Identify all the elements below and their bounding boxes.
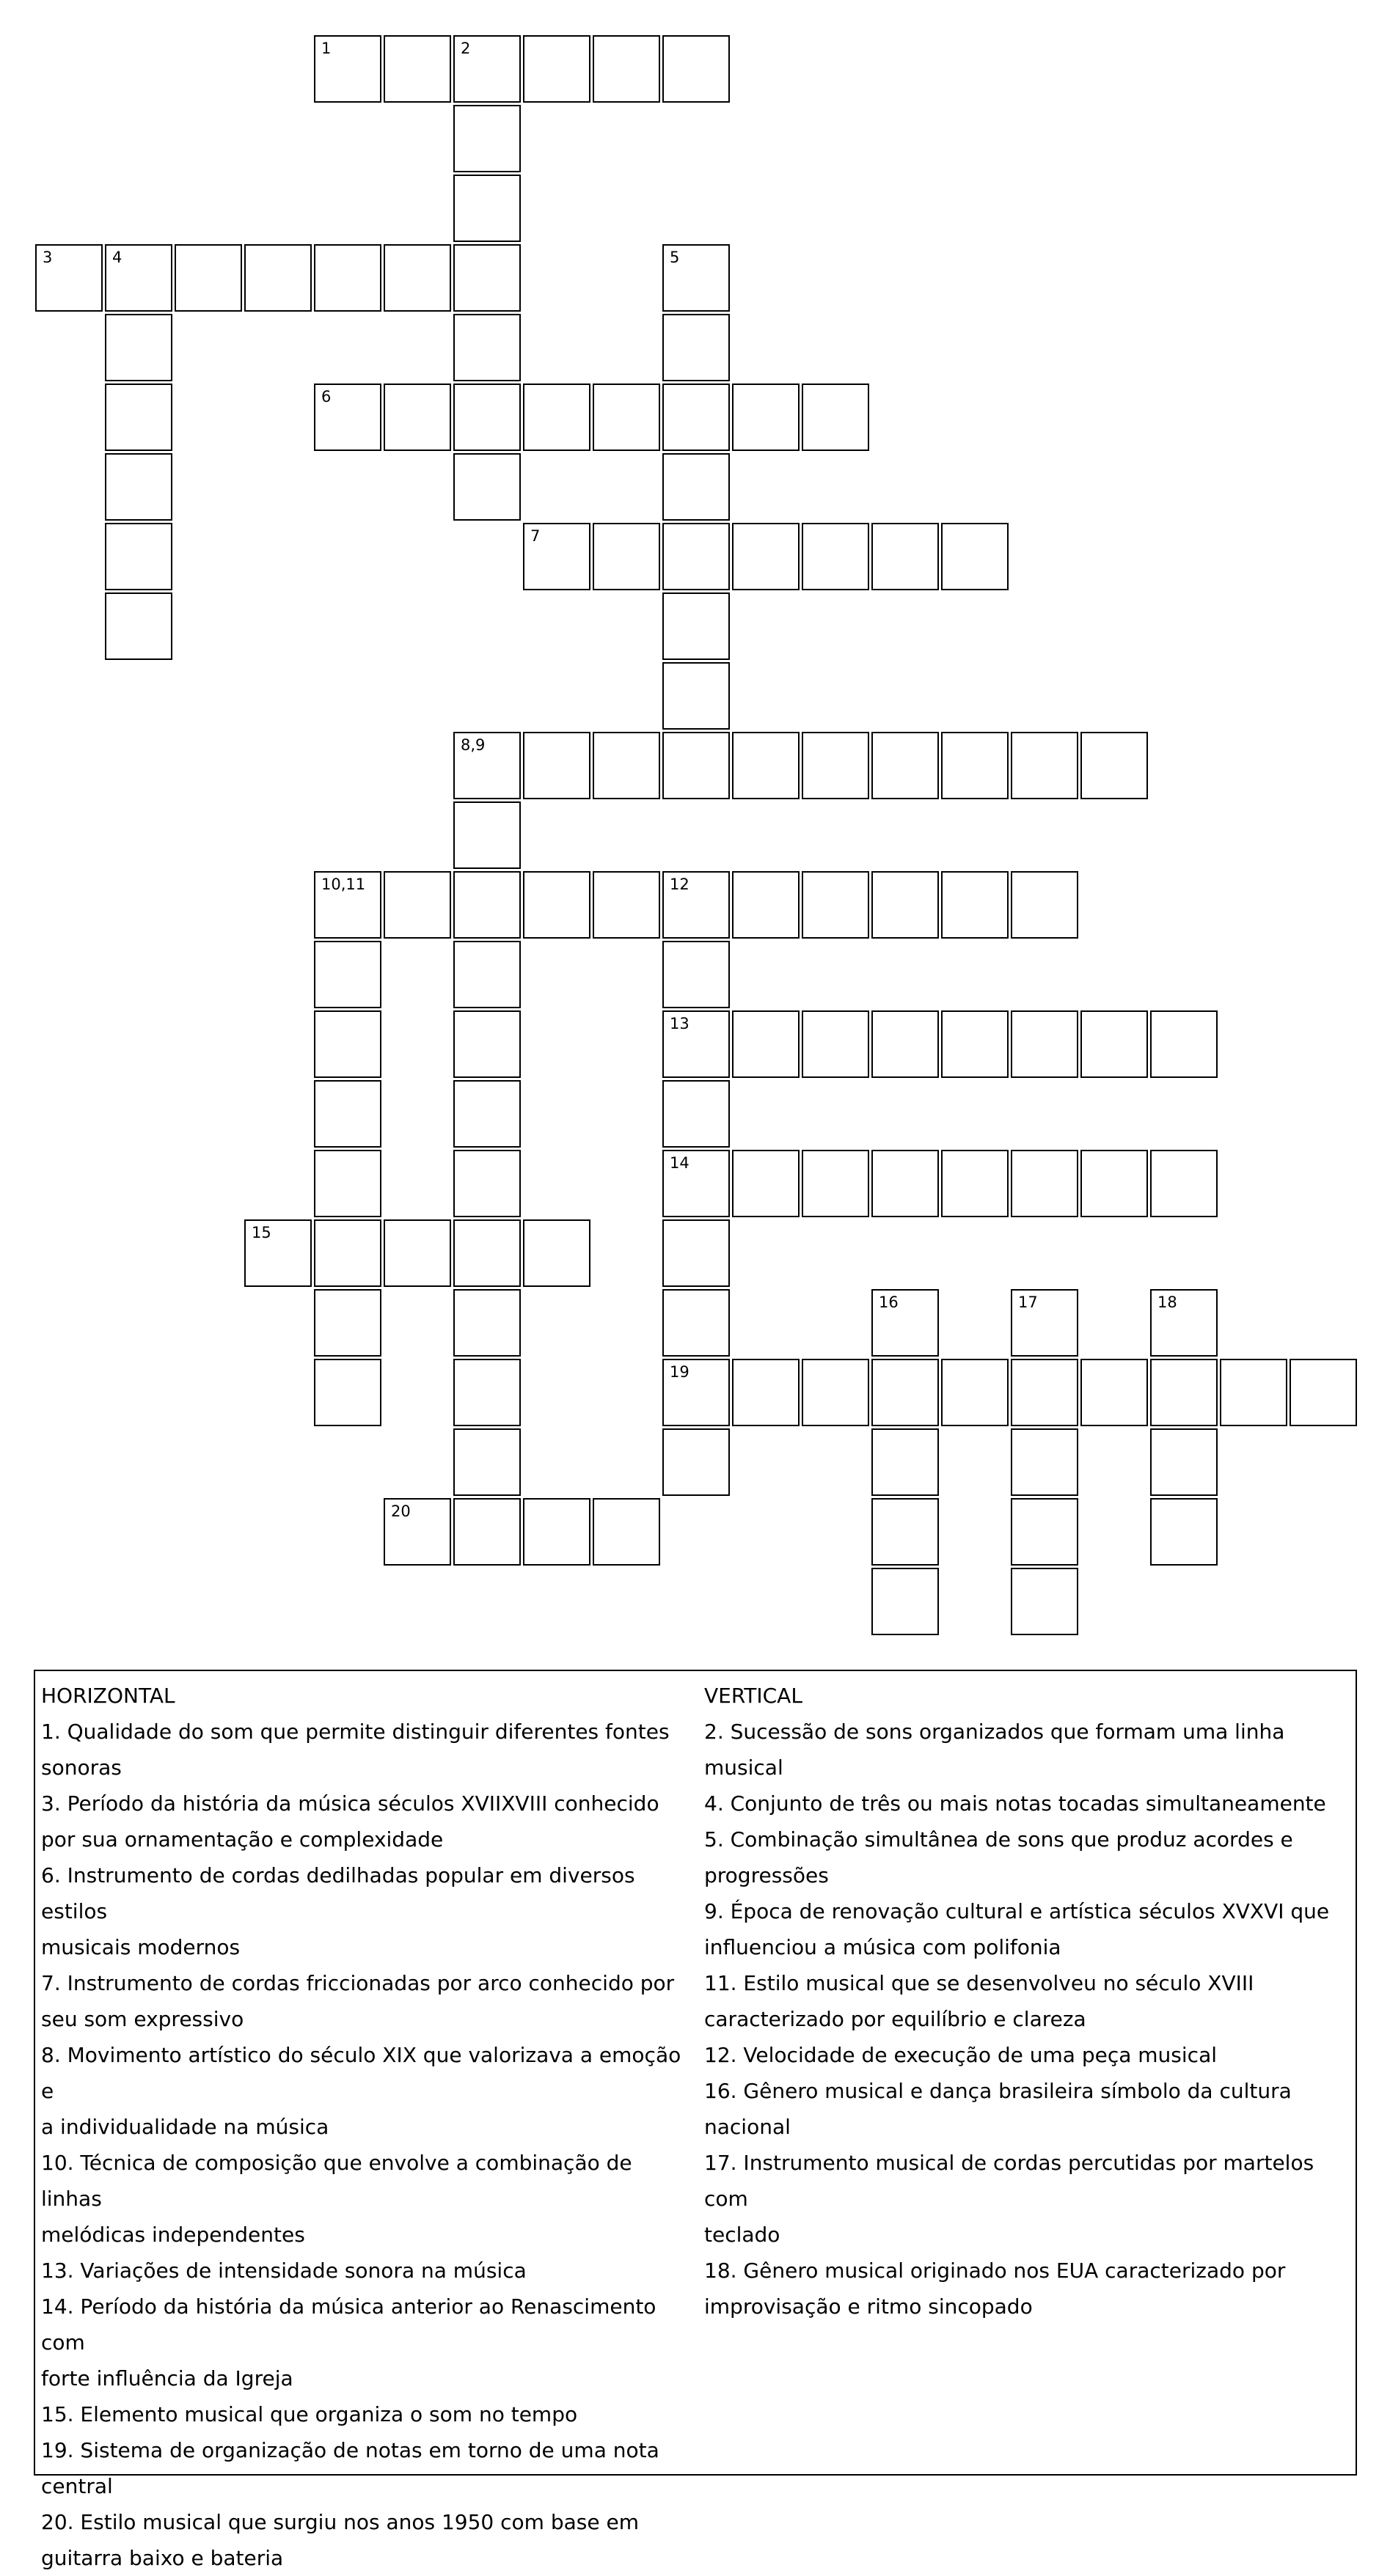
- grid-cell[interactable]: [593, 35, 660, 103]
- grid-cell[interactable]: [732, 384, 800, 451]
- clue-number: 12: [670, 876, 690, 893]
- grid-cell[interactable]: [453, 941, 521, 1008]
- clue-line: 9. Época de renovação cultural e artística séculos XVXVI que: [704, 1899, 1330, 1923]
- grid-cell[interactable]: [662, 35, 730, 103]
- grid-cell[interactable]: [871, 1428, 939, 1496]
- grid-cell[interactable]: [802, 1359, 869, 1426]
- grid-cell[interactable]: [1011, 1359, 1078, 1426]
- grid-cell[interactable]: [1150, 1289, 1218, 1357]
- grid-cell[interactable]: [662, 1080, 730, 1148]
- grid-cell[interactable]: [244, 244, 312, 312]
- clue-line: 8. Movimento artístico do século XIX que valorizava a emoção e: [41, 2043, 681, 2103]
- clue-line: 12. Velocidade de execução de uma peça musical: [704, 2043, 1218, 2067]
- grid-cell[interactable]: [662, 244, 730, 312]
- grid-cell[interactable]: [662, 871, 730, 939]
- grid-cell[interactable]: [314, 244, 381, 312]
- clue-line: caracterizado por equilíbrio e clareza: [704, 2007, 1086, 2031]
- grid-cell[interactable]: [662, 1359, 730, 1426]
- grid-cell[interactable]: [802, 1010, 869, 1078]
- horizontal-clues: [41, 1678, 687, 2576]
- grid-cell[interactable]: [662, 1289, 730, 1357]
- clue-line: nacional: [704, 2115, 791, 2139]
- grid-cell[interactable]: [1150, 1498, 1218, 1566]
- grid-cell[interactable]: [1290, 1359, 1357, 1426]
- clue-number: 19: [670, 1363, 690, 1381]
- grid-cell[interactable]: [453, 105, 521, 172]
- grid-cell[interactable]: [662, 453, 730, 521]
- clue-number: 10,11: [321, 876, 366, 893]
- grid-cell[interactable]: [941, 1359, 1009, 1426]
- grid-cell[interactable]: [1011, 1568, 1078, 1635]
- grid-cell[interactable]: [453, 871, 521, 939]
- clue-line: a individualidade na música: [41, 2115, 329, 2139]
- clue-number: 13: [670, 1015, 690, 1032]
- grid-cell[interactable]: [1011, 871, 1078, 939]
- clue-line: 1. Qualidade do som que permite distinguir diferentes fontes: [41, 1720, 670, 1744]
- grid-cell[interactable]: [732, 1150, 800, 1217]
- vertical-title: VERTICAL: [704, 1684, 802, 1708]
- grid-cell[interactable]: [453, 314, 521, 381]
- grid-cell[interactable]: [384, 35, 451, 103]
- grid-cell[interactable]: [314, 871, 381, 939]
- grid-cell[interactable]: [453, 1359, 521, 1426]
- grid-cell[interactable]: [314, 1080, 381, 1148]
- clues-box: [34, 1670, 1357, 2570]
- grid-cell[interactable]: [871, 1289, 939, 1357]
- grid-cell[interactable]: [871, 732, 939, 799]
- grid-cell[interactable]: [523, 1219, 590, 1287]
- clue-line: 11. Estilo musical que se desenvolveu no século XVIII: [704, 1971, 1254, 1995]
- clue-line: teclado: [704, 2223, 780, 2247]
- grid-cell[interactable]: [1150, 1150, 1218, 1217]
- clue-line: improvisação e ritmo sincopado: [704, 2294, 1033, 2319]
- grid-cell[interactable]: [453, 1080, 521, 1148]
- grid-cell[interactable]: [662, 384, 730, 451]
- clue-line: 13. Variações de intensidade sonora na música: [41, 2258, 527, 2283]
- clue-line: seu som expressivo: [41, 2007, 244, 2031]
- grid-cell[interactable]: [314, 1219, 381, 1287]
- clue-line: 15. Elemento musical que organiza o som no tempo: [41, 2402, 578, 2426]
- grid-cell[interactable]: [523, 871, 590, 939]
- clue-line: melódicas independentes: [41, 2223, 305, 2247]
- clue-line: 10. Técnica de composição que envolve a combinação de linhas: [41, 2151, 632, 2211]
- grid-cell[interactable]: [1011, 1010, 1078, 1078]
- grid-cell[interactable]: [802, 871, 869, 939]
- grid-cell[interactable]: [453, 1289, 521, 1357]
- grid-cell[interactable]: [662, 1150, 730, 1217]
- grid-cell[interactable]: [1011, 732, 1078, 799]
- clue-line: central: [41, 2474, 113, 2498]
- clue-line: 6. Instrumento de cordas dedilhadas popular em diversos estilos: [41, 1863, 635, 1923]
- clue-number: 8,9: [461, 736, 486, 754]
- grid-cell[interactable]: [453, 801, 521, 869]
- grid-cell[interactable]: [384, 244, 451, 312]
- grid-cell[interactable]: [314, 941, 381, 1008]
- grid-cell[interactable]: [1011, 1428, 1078, 1496]
- clue-line: 7. Instrumento de cordas friccionadas por arco conhecido por: [41, 1971, 675, 1995]
- grid-cell[interactable]: [941, 871, 1009, 939]
- grid-cell[interactable]: [1080, 1010, 1148, 1078]
- grid-cell[interactable]: [453, 1219, 521, 1287]
- clue-line: 20. Estilo musical que surgiu nos anos 1950 com base em: [41, 2510, 639, 2534]
- grid-cell[interactable]: [314, 384, 381, 451]
- grid-cell[interactable]: [1080, 1359, 1148, 1426]
- grid-cell[interactable]: [802, 384, 869, 451]
- grid-cell[interactable]: [453, 35, 521, 103]
- grid-cell[interactable]: [593, 523, 660, 590]
- grid-cell[interactable]: [453, 1428, 521, 1496]
- grid-cell[interactable]: [105, 592, 172, 660]
- grid-cell[interactable]: [662, 732, 730, 799]
- clue-number: 4: [112, 249, 122, 266]
- grid-cell[interactable]: [1150, 1428, 1218, 1496]
- grid-cell[interactable]: [593, 1498, 660, 1566]
- vertical-clue-list: [704, 1714, 1350, 2324]
- clue-number: 7: [530, 527, 541, 545]
- grid-cell[interactable]: [175, 244, 242, 312]
- grid-cell[interactable]: [384, 1219, 451, 1287]
- grid-cell[interactable]: [732, 1359, 800, 1426]
- clue-line: progressões: [704, 1863, 829, 1887]
- clue-number: 3: [43, 249, 53, 266]
- clue-number: 2: [461, 40, 471, 57]
- grid-cell[interactable]: [453, 175, 521, 242]
- grid-cell[interactable]: [871, 1150, 939, 1217]
- grid-cell[interactable]: [35, 244, 103, 312]
- grid-cell[interactable]: [662, 314, 730, 381]
- grid-cell[interactable]: [732, 871, 800, 939]
- grid-cell[interactable]: [453, 732, 521, 799]
- grid-cell[interactable]: [1011, 1498, 1078, 1566]
- grid-cell[interactable]: [662, 1219, 730, 1287]
- grid-cell[interactable]: [523, 35, 590, 103]
- clue-line: 3. Período da história da música séculos XVIIXVIII conhecido: [41, 1791, 659, 1816]
- grid-cell[interactable]: [802, 523, 869, 590]
- grid-cell[interactable]: [1150, 1359, 1218, 1426]
- grid-cell[interactable]: [1080, 732, 1148, 799]
- grid-cell[interactable]: [802, 732, 869, 799]
- clue-line: 19. Sistema de organização de notas em torno de uma nota: [41, 2438, 659, 2462]
- grid-cell[interactable]: [871, 1359, 939, 1426]
- clue-number: 17: [1018, 1293, 1038, 1311]
- grid-cell[interactable]: [1220, 1359, 1287, 1426]
- grid-cell[interactable]: [732, 732, 800, 799]
- grid-cell[interactable]: [384, 1498, 451, 1566]
- grid-cell[interactable]: [593, 732, 660, 799]
- grid-cell[interactable]: [871, 871, 939, 939]
- grid-cell[interactable]: [523, 523, 590, 590]
- clue-line: influenciou a música com polifonia: [704, 1935, 1061, 1959]
- grid-cell[interactable]: [662, 1010, 730, 1078]
- grid-cell[interactable]: [453, 1010, 521, 1078]
- grid-cell[interactable]: [941, 1150, 1009, 1217]
- grid-cell[interactable]: [523, 732, 590, 799]
- grid-cell[interactable]: [1080, 1150, 1148, 1217]
- grid-cell[interactable]: [453, 1150, 521, 1217]
- clue-line: guitarra baixo e bateria: [41, 2546, 284, 2570]
- grid-cell[interactable]: [453, 453, 521, 521]
- vertical-clues: [704, 1678, 1350, 2324]
- grid-cell[interactable]: [802, 1150, 869, 1217]
- clue-number: 16: [879, 1293, 899, 1311]
- clue-number: 6: [321, 388, 332, 406]
- grid-cell[interactable]: [314, 1359, 381, 1426]
- grid-cell[interactable]: [314, 1289, 381, 1357]
- grid-cell[interactable]: [314, 35, 381, 103]
- grid-cell[interactable]: [662, 1428, 730, 1496]
- clue-number: 20: [391, 1502, 411, 1520]
- grid-cell[interactable]: [453, 244, 521, 312]
- grid-cell[interactable]: [105, 244, 172, 312]
- clue-number: 15: [252, 1224, 271, 1241]
- grid-cell[interactable]: [593, 871, 660, 939]
- grid-cell[interactable]: [871, 1498, 939, 1566]
- grid-cell[interactable]: [732, 523, 800, 590]
- clue-line: sonoras: [41, 1755, 122, 1780]
- grid-cell[interactable]: [1011, 1289, 1078, 1357]
- grid-cell[interactable]: [941, 523, 1009, 590]
- grid-cell[interactable]: [871, 523, 939, 590]
- clue-line: 4. Conjunto de três ou mais notas tocadas simultaneamente: [704, 1791, 1326, 1816]
- clue-line: 16. Gênero musical e dança brasileira símbolo da cultura: [704, 2079, 1292, 2103]
- grid-cell[interactable]: [244, 1219, 312, 1287]
- clue-number: 1: [321, 40, 332, 57]
- grid-cell[interactable]: [871, 1568, 939, 1635]
- grid-cell[interactable]: [105, 523, 172, 590]
- grid-cell[interactable]: [523, 384, 590, 451]
- grid-cell[interactable]: [314, 1150, 381, 1217]
- clue-number: 14: [670, 1154, 690, 1172]
- grid-cell[interactable]: [662, 592, 730, 660]
- grid-cell[interactable]: [941, 732, 1009, 799]
- clue-line: forte influência da Igreja: [41, 2366, 293, 2390]
- grid-cell[interactable]: [941, 1010, 1009, 1078]
- clue-line: 5. Combinação simultânea de sons que produz acordes e: [704, 1827, 1293, 1852]
- grid-cell[interactable]: [662, 523, 730, 590]
- grid-cell[interactable]: [1150, 1010, 1218, 1078]
- grid-cell[interactable]: [314, 1010, 381, 1078]
- grid-cell[interactable]: [523, 1498, 590, 1566]
- clue-line: por sua ornamentação e complexidade: [41, 1827, 444, 1852]
- grid-cell[interactable]: [732, 1010, 800, 1078]
- grid-cell[interactable]: [105, 453, 172, 521]
- grid-cell[interactable]: [662, 941, 730, 1008]
- grid-cell[interactable]: [105, 384, 172, 451]
- horizontal-clue-list: [41, 1714, 687, 2576]
- grid-cell[interactable]: [593, 384, 660, 451]
- horizontal-title: HORIZONTAL: [41, 1684, 175, 1708]
- clue-line: musicais modernos: [41, 1935, 241, 1959]
- clue-number: 5: [670, 249, 680, 266]
- grid-cell[interactable]: [1011, 1150, 1078, 1217]
- grid-cell[interactable]: [384, 871, 451, 939]
- grid-cell[interactable]: [871, 1010, 939, 1078]
- grid-cell[interactable]: [662, 662, 730, 730]
- clue-number: 18: [1157, 1293, 1177, 1311]
- clue-line: 2. Sucessão de sons organizados que formam uma linha musical: [704, 1720, 1285, 1780]
- clue-line: 14. Período da história da música anterior ao Renascimento com: [41, 2294, 656, 2355]
- grid-cell[interactable]: [384, 384, 451, 451]
- grid-cell[interactable]: [453, 384, 521, 451]
- clue-line: 18. Gênero musical originado nos EUA caracterizado por: [704, 2258, 1286, 2283]
- clue-line: 17. Instrumento musical de cordas percutidas por martelos com: [704, 2151, 1314, 2211]
- grid-cell[interactable]: [105, 314, 172, 381]
- grid-cell[interactable]: [453, 1498, 521, 1566]
